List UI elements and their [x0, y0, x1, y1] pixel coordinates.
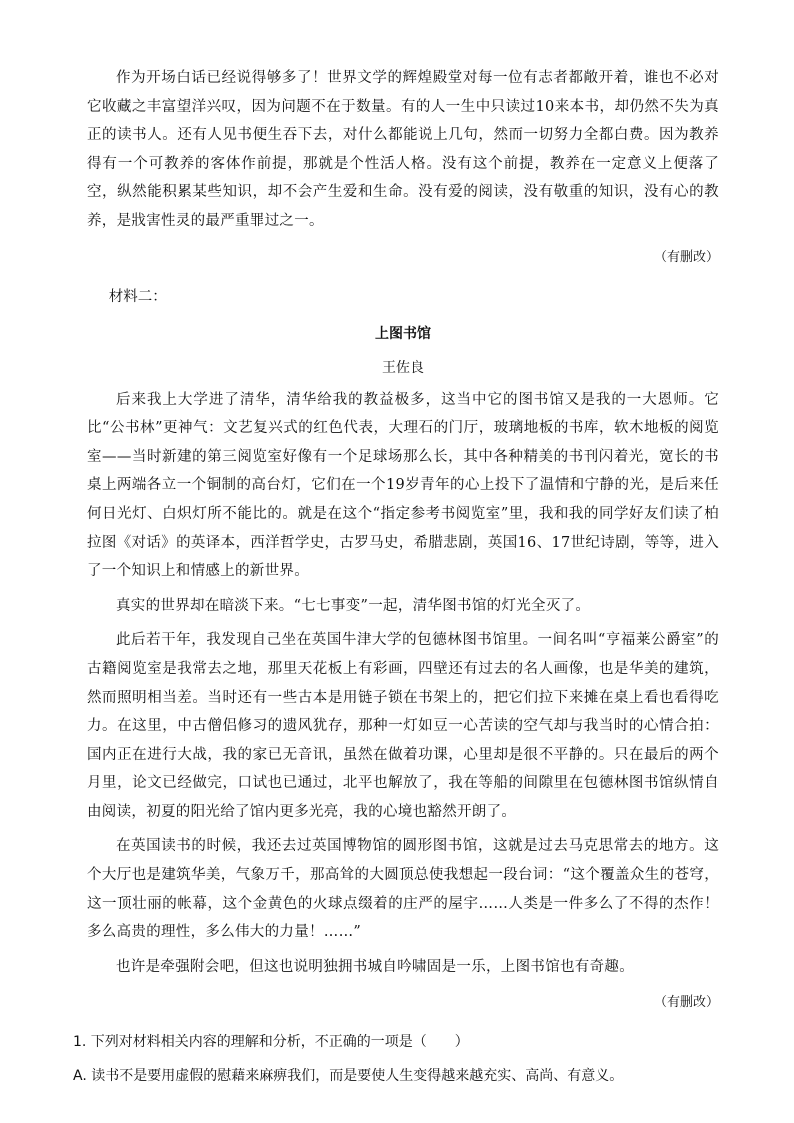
document-content: [73, 64, 719, 1097]
question-option-a: A. 读书不是要用虚假的慰藉来麻痹我们，而是要使人生变得越来越充实、高尚、有意义。: [73, 1068, 624, 1085]
material2-source-note: （有删改）: [653, 995, 719, 1011]
material1-paragraph: 作为开场白话已经说得够多了！世界文学的辉煌殿堂对每一位有志者都敞开着，谁也不必对它收藏之丰富望洋兴叹，因为问题不在于数量。有的人一生中只读过10来本书，却仍然不失为真正的读书人。还有人见书便生吞下去，对什么都能说上几句，然而一切努力全都白费。因为教养得有一个可教养的客体作前提，那就是个性活人格。没有这个前提，教养在一定意义上便落了空，纵然能积累某些知识，却不会产生爱和生命。没有爱的阅读，没有敬重的知识，没有心的教养，是戕害性灵的最严重罪过之一。: [87, 70, 719, 229]
article-author: 王佐良: [382, 359, 424, 376]
article-paragraph: 也许是牵强附会吧，但这也说明独拥书城自吟啸固是一乐，上图书馆也有奇趣。: [116, 958, 634, 975]
article-paragraph: 在英国读书的时候，我还去过英国博物馆的圆形图书馆，这就是过去马克思常去的地方。这个大厅也是建筑华美，气象万千，那高耸的大圆顶总使我想起一段台词：“这个覆盖众生的苍穹，这一顶壮丽的帐幕，这个金黄色的火球点缀着的庄严的屋宇……人类是一件多么了不得的杰作！多么高贵的理性，多么伟大的力量！……”: [87, 838, 719, 941]
article-paragraph: 真实的世界却在暗淡下来。“七七事变”一起，清华图书馆的灯光全灭了。: [116, 597, 591, 614]
material2-label: 材料二：: [108, 288, 167, 305]
article-paragraph: 此后若干年，我发现自己坐在英国牛津大学的包德林图书馆里。一间名叫“亨福莱公爵室”的古籍阅览室是我常去之地，那里天花板上有彩画，四壁还有过去的名人画像，也是华美的建筑，然而照明相当差。当时还有一些古本是用链子锁在书架上的，把它们拉下来摊在桌上看也看得吃力。在这里，中古僧侣修习的遗风犹存，那种一灯如豆一心苦读的空气却与我当时的心情合拍：国内正在进行大战，我的家已无音讯，虽然在做着功课，心里却是很不平静的。只在最后的两个月里，论文已经做完，口试也已通过，北平也解放了，我在等船的间隙里在包德林图书馆纵情自由阅读，初夏的阳光给了馆内更多光亮，我的心境也豁然开朗了。: [87, 632, 719, 820]
article-title: 上图书馆: [375, 325, 431, 342]
question-stem: 1. 下列对材料相关内容的理解和分析，不正确的一项是（ ）: [73, 1034, 469, 1051]
material1-source-note: （有删改）: [653, 249, 719, 265]
article-paragraph: 后来我上大学进了清华，清华给我的教益极多，这当中它的图书馆又是我的一大恩师。它比“公书林”更神气：文艺复兴式的红色代表，大理石的门厅，玻璃地板的书库，软木地板的阅览室——当时新建的第三阅览室好像有一个足球场那么长，其中各种精美的书刊闪着光，宽长的书桌上两端各立一个铜制的高台灯，它们在一个19岁青年的心上投下了温情和宁静的光，是后来任何日光灯、白炽灯所不能比的。就是在这个“指定参考书阅览室”里，我和我的同学好友们读了柏拉图《对话》的英译本，西洋哲学史，古罗马史，希腊悲剧，英国16、17世纪诗剧，等等，进入了一个知识上和情感上的新世界。: [87, 391, 719, 580]
